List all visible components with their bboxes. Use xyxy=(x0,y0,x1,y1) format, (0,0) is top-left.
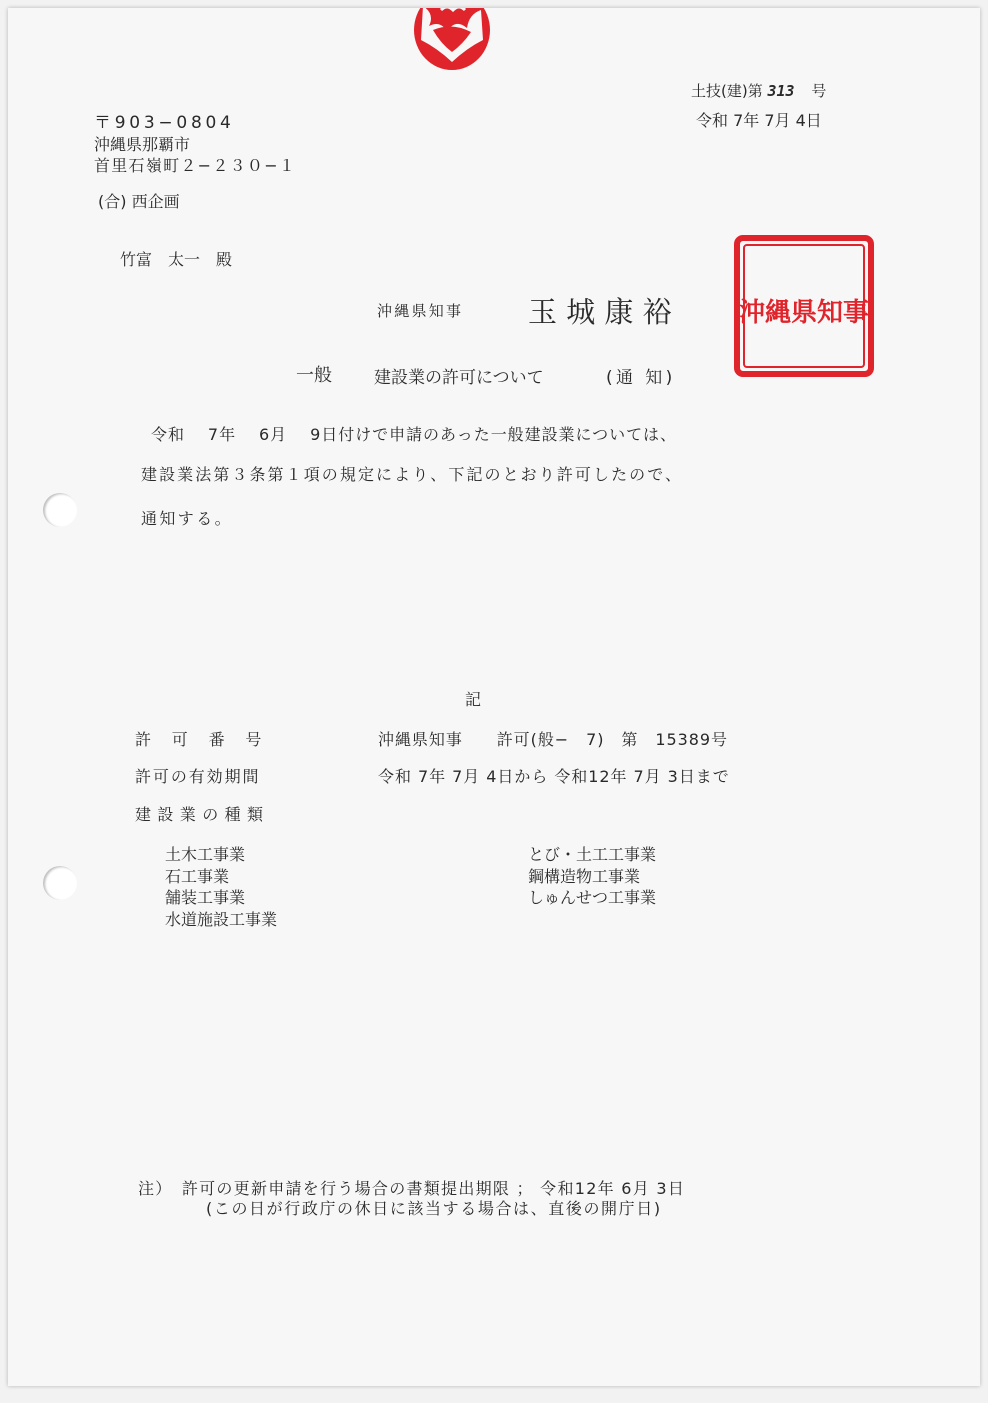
list-item: 石工事業 xyxy=(165,866,230,886)
list-item: しゅんせつ工事業 xyxy=(528,888,657,907)
governor-seal-icon xyxy=(734,235,874,377)
types-right-list xyxy=(528,844,656,909)
types-label: 建設業の種類 xyxy=(135,805,270,824)
recipient-name: 竹富 太一 殿 xyxy=(120,250,233,269)
note-line-2: (この日が行政庁の休日に該当する場合は、直後の開庁日) xyxy=(206,1199,662,1218)
list-item: 舗装工事業 xyxy=(165,888,246,907)
types-left-list xyxy=(165,844,277,930)
company-name: (合) 西企画 xyxy=(98,192,180,211)
sender-name: 玉 城 康 裕 xyxy=(528,295,672,329)
list-item: 土木工事業 xyxy=(165,845,246,864)
top-seal-icon xyxy=(411,8,493,72)
document-page xyxy=(8,8,980,1386)
subject-category: 一般 xyxy=(296,365,332,386)
permit-number-value: 沖縄県知事 許可(般− 7) 第 15389号 xyxy=(378,730,729,749)
doc-number-suffix: 号 xyxy=(811,82,827,100)
subject-type: (通 知) xyxy=(606,368,676,388)
punch-hole xyxy=(43,493,77,527)
address-street: 首里石嶺町２−２３０−１ xyxy=(94,156,297,175)
validity-label: 許可の有効期間 xyxy=(135,767,261,786)
punch-hole xyxy=(43,866,77,900)
doc-number xyxy=(691,80,826,101)
record-heading: 記 xyxy=(465,690,482,709)
sender-title: 沖縄県知事 xyxy=(377,302,464,320)
doc-number-value: 313 xyxy=(767,82,795,100)
issue-date: 令和 7年 7月 4日 xyxy=(696,111,822,130)
list-item: 鋼構造物工事業 xyxy=(528,866,641,886)
postal-code: 〒903−0804 xyxy=(94,113,235,133)
list-item: 水道施設工事業 xyxy=(165,909,278,929)
body-line-1: 令和 7年 6月 9日付けで申請のあった一般建設業については、 xyxy=(151,425,677,444)
subject-title: 建設業の許可について xyxy=(374,368,544,388)
address-city: 沖縄県那覇市 xyxy=(94,135,191,154)
body-line-2: 建設業法第３条第１項の規定により、下記のとおり許可したので、 xyxy=(141,465,684,484)
permit-number-label: 許 可 番 号 xyxy=(135,730,264,749)
note-line-1: 注） 許可の更新申請を行う場合の書類提出期限 ； 令和12年 6月 3日 xyxy=(138,1179,686,1198)
seal-text: 沖縄県知事 xyxy=(738,298,870,328)
validity-value: 令和 7年 7月 4日から 令和12年 7月 3日まで xyxy=(378,767,730,786)
doc-number-prefix: 土技(建)第 xyxy=(691,82,763,100)
body-line-3: 通知する。 xyxy=(141,509,234,528)
list-item: とび・土工工事業 xyxy=(528,845,657,864)
